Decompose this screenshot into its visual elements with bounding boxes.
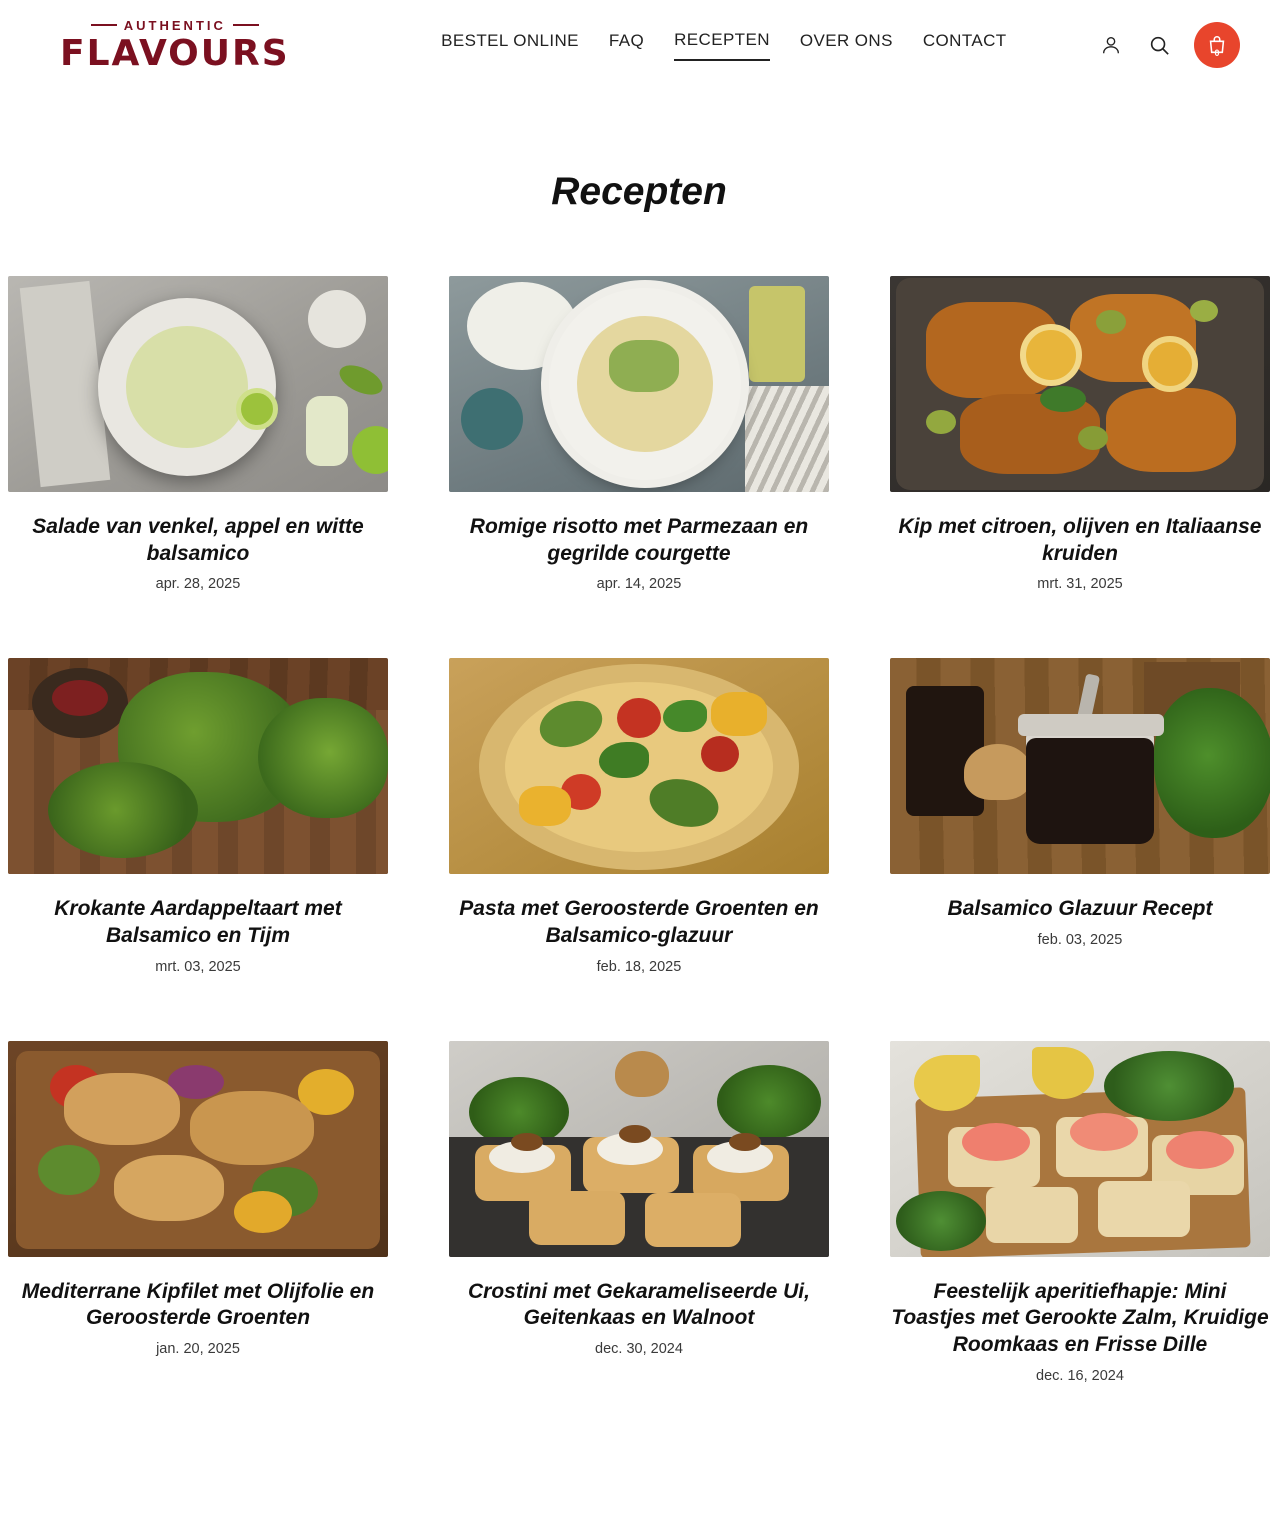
recipe-card[interactable]: [890, 1041, 1270, 1384]
recipe-date: mrt. 03, 2025: [155, 958, 241, 975]
recipe-title[interactable]: Romige risotto met Parmezaan en gegrilde courgette: [469, 515, 809, 565]
fennel-apple-salad-photo: [8, 276, 388, 492]
salmon-toast-photo: [890, 1041, 1270, 1257]
recipe-thumbnail[interactable]: [8, 658, 388, 874]
recipe-thumbnail[interactable]: [8, 1041, 388, 1257]
roasted-vegetable-pasta-photo: [449, 658, 829, 874]
mediterranean-chicken-photo: [8, 1041, 388, 1257]
creamy-risotto-photo: [449, 276, 829, 492]
recipe-title[interactable]: Salade van venkel, appel en witte balsamico: [32, 515, 364, 565]
recipe-card[interactable]: [8, 658, 388, 974]
recipe-title[interactable]: Feestelijk aperitiefhapje: Mini Toastjes met Gerookte Zalm, Kruidige Roomkaas en Frisse Dille: [891, 1279, 1269, 1356]
recipe-date: feb. 03, 2025: [1037, 931, 1123, 948]
page-title: Recepten: [551, 170, 727, 213]
lemon-olive-chicken-photo: [890, 276, 1270, 492]
recipe-date: dec. 30, 2024: [595, 1340, 683, 1357]
recipe-date: mrt. 31, 2025: [1037, 576, 1123, 593]
recipe-card[interactable]: [449, 1041, 829, 1384]
recipe-thumbnail[interactable]: [449, 1041, 829, 1257]
recipe-card[interactable]: [449, 658, 829, 974]
recipe-thumbnail[interactable]: [890, 658, 1270, 874]
recipe-date: feb. 18, 2025: [596, 958, 682, 975]
recipe-title[interactable]: Kip met citroen, olijven en Italiaanse kruiden: [898, 515, 1262, 565]
recipe-card[interactable]: [890, 658, 1270, 974]
crostini-photo: [449, 1041, 829, 1257]
recipe-title[interactable]: Balsamico Glazuur Recept: [947, 897, 1213, 921]
recipe-date: dec. 16, 2024: [1036, 1367, 1124, 1384]
recipe-title[interactable]: Krokante Aardappeltaart met Balsamico en Tijm: [54, 897, 342, 947]
logo-rule-left: [91, 24, 117, 26]
cart-button[interactable]: [1194, 22, 1240, 68]
user-icon[interactable]: [1098, 32, 1124, 58]
recipe-date: jan. 20, 2025: [156, 1340, 240, 1357]
recipe-thumbnail[interactable]: [890, 1041, 1270, 1257]
logo-rule-right: [233, 24, 259, 26]
recipe-thumbnail[interactable]: [449, 276, 829, 492]
nav-item-recepten[interactable]: RECEPTEN: [674, 30, 770, 61]
site-logo[interactable]: [60, 19, 290, 72]
nav-item-over-ons[interactable]: OVER ONS: [799, 30, 893, 50]
logo-tagline: [91, 19, 259, 32]
recipe-thumbnail[interactable]: [449, 658, 829, 874]
search-icon[interactable]: [1146, 32, 1172, 58]
nav-item-faq[interactable]: FAQ: [608, 30, 645, 50]
logo-wordmark: FLAVOURS: [60, 32, 290, 74]
main-navigation: [350, 30, 1098, 61]
site-header: [0, 0, 1278, 92]
recipe-title[interactable]: Mediterrane Kipfilet met Olijfolie en Geroosterde Groenten: [21, 1279, 375, 1330]
recipe-card[interactable]: [890, 276, 1270, 592]
nav-item-bestel-online[interactable]: BESTEL ONLINE: [441, 30, 579, 50]
recipe-card[interactable]: [8, 1041, 388, 1384]
recipe-thumbnail[interactable]: [890, 276, 1270, 492]
header-actions: [1098, 22, 1240, 68]
recipe-title[interactable]: Crostini met Gekarameliseerde Ui, Geitenkaas en Walnoot: [468, 1279, 810, 1330]
balsamic-glaze-jar-photo: [890, 658, 1270, 874]
recipe-date: apr. 14, 2025: [596, 576, 682, 593]
recipe-card[interactable]: [8, 276, 388, 592]
recipe-title[interactable]: Pasta met Geroosterde Groenten en Balsamico-glazuur: [459, 897, 819, 947]
cart-item-count: 0: [1214, 48, 1220, 58]
recipe-thumbnail[interactable]: [8, 276, 388, 492]
thyme-herbs-photo: [8, 658, 388, 874]
nav-item-contact[interactable]: CONTACT: [922, 30, 1007, 50]
logo-tagline-text: AUTHENTIC: [123, 17, 226, 33]
recipe-card[interactable]: [449, 276, 829, 592]
recipe-date: apr. 28, 2025: [155, 576, 241, 593]
recipe-grid: [0, 276, 1278, 1384]
